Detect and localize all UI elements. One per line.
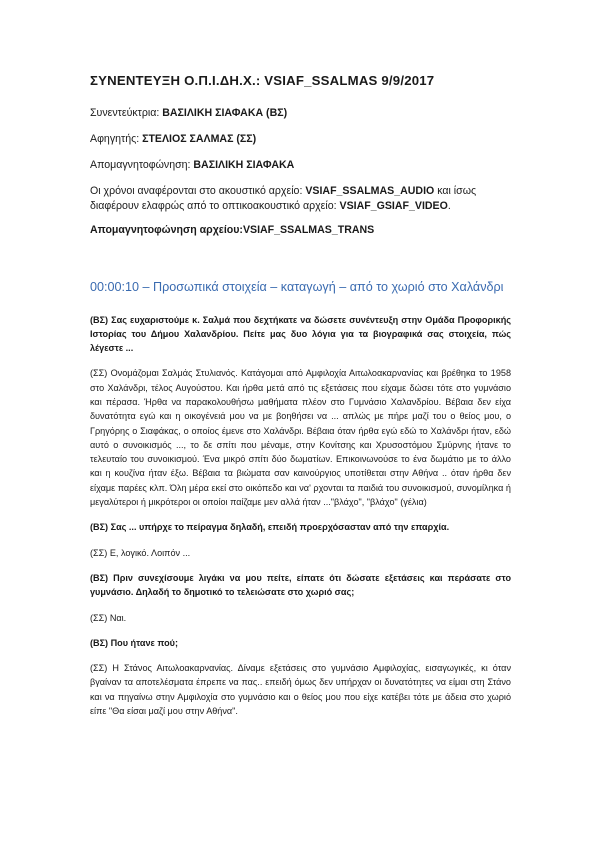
transcript-paragraph-question: (ΒΣ) Σας ... υπήρχε το πείραγμα δηλαδή, επειδή προερχόσασταν από την επαρχία. <box>90 522 450 533</box>
transcriber-label: Απομαγνητοφώνηση: <box>90 159 194 171</box>
transcriber-line <box>90 158 511 173</box>
interviewer-label: Συνεντεύκτρια: <box>90 107 163 119</box>
transcript-paragraph-answer: (ΣΣ) Ε, λογικό. Λοιπόν ... <box>90 547 191 558</box>
times-note-text-2: και ίσως διαφέρουν ελαφρώς από το οπτικοακουστικό αρχείο: <box>90 185 477 212</box>
video-file-name: VSIAF_GSIAF_VIDEO <box>339 200 448 212</box>
narrator-label: Αφηγητής: <box>90 133 143 145</box>
transcript-body <box>90 313 511 719</box>
transcript-paragraph-question: (ΒΣ) Σας ευχαριστούμε κ. Σαλμά που δεχτήκατε να δώσετε συνέντευξη στην Ομάδα Προφορικής Ιστορίας του Δήμου Χαλανδρίου. Πείτε μας δυο λόγια για τα βιογραφικά σας στοιχεία, πώς λέγεστε ... <box>90 314 511 354</box>
interviewer-name: ΒΑΣΙΛΙΚΗ ΣΙΑΦΑΚΑ (ΒΣ) <box>162 107 288 119</box>
transcript-paragraph-question: (ΒΣ) Πριν συνεχίσουμε λιγάκι να μου πείτε, είπατε ότι δώσατε εξετάσεις και περάσατε στο γυμνάσιο. Δηλαδή το δημοτικό το τελειώσατε στο χωριό σας; <box>90 572 511 598</box>
interviewer-line <box>90 106 511 121</box>
transcript-file-line <box>90 223 511 238</box>
transcript-paragraph-answer: (ΣΣ) Ονομάζομαι Σαλμάς Στυλιανός. Κατάγομαι από Αμφιλοχία Αιτωλοακαρνανίας και βρέθηκα το 1958 στο Χαλάνδρι, τέλος Αυγούστου. Και ήρθα μετά από τις εξετάσεις που είχαμε δώσει τότε στο γυμνάσιο και πέρασα. Ήρθα να παρακολουθήσω μαθήματα πλέον στο Γυμνάσιο Χαλανδρίου. Βέβαια δεν είχα δυνατότητα εγώ και η οικογένειά μου να με βοηθήσει να ... απλώς με πήρε μαζί του ο θείος μου, ο Γρηγόρης ο Σιαφάκας, ο οποίος έμενε στο Χαλάνδρι. Βέβαια όταν ήρθα εγώ εδώ το Χαλάνδρι ήταν, εδώ αυτό ο συνοικισμός ..., το δε σπίτι που μέναμε, στην Κονίτσης και Χρυσοστόμου Σμύρνης ήτανε το τελευταίο του συνοικισμού. Ένα μικρό σπίτι δύο δωματίων. Επικοινωνούσε το ένα δωμάτιο με το άλλο και η κουζίνα ήταν έξω. Βέβαια τα βιώματα σαν καινούργιος υποτίθεται στην Αθήνα .. όταν ήρθα δεν είχαμε παρέες κλπ. Όλη μέρα εκεί στο οικόπεδο και να' ρχονται τα παιδιά του συνοικισμού, συνομίληκα ή μεγαλύτεροι ή μικρότεροι οι οποίοι παίζαμε μεν αλλά ήταν ..."βλάχο", "βλάχο" (γέλια) <box>90 368 511 508</box>
transcript-paragraph-answer: (ΣΣ) Η Στάνος Αιτωλοακαρνανίας. Δίναμε εξετάσεις στο γυμνάσιο Αμφιλοχίας, εισαγωγικές, κι όταν βγαίναν τα αποτελέσματα έπρεπε να πας.. επειδή όμως δεν υπήρχαν οι δυνατότητες να είμαι στη Στάνο και να πηγαίνω στην Αμφιλοχία στο γυμνάσιο και ο θείος μου που είχε κατέβει τότε με άδεια στο χωριό είπε "Θα είσαι μαζί μου στην Αθήνα". <box>90 663 511 717</box>
transcript-paragraph-answer: (ΣΣ) Ναι. <box>90 612 127 623</box>
audio-file-name: VSIAF_SSALMAS_AUDIO <box>305 185 435 197</box>
section-heading: 00:00:10 – Προσωπικά στοιχεία – καταγωγή – από το χωριό στο Χαλάνδρι <box>90 280 504 294</box>
times-note-text-1: Οι χρόνοι αναφέρονται στο ακουστικό αρχείο: <box>90 185 306 197</box>
narrator-line <box>90 132 511 147</box>
transcriber-name: ΒΑΣΙΛΙΚΗ ΣΙΑΦΑΚΑ <box>193 159 295 171</box>
transcript-file-text: Απομαγνητοφώνηση αρχείου:VSIAF_SSALMAS_TRANS <box>90 224 375 236</box>
transcript-paragraph-question: (ΒΣ) Που ήτανε πού; <box>90 637 178 648</box>
times-note-text-3: . <box>447 200 451 212</box>
document-title: ΣΥΝΕΝΤΕΥΞΗ Ο.Π.Ι.ΔΗ.Χ.: VSIAF_SSALMAS 9/9/2017 <box>90 73 435 88</box>
narrator-name: ΣΤΕΛΙΟΣ ΣΑΛΜΑΣ (ΣΣ) <box>142 133 257 145</box>
times-note <box>90 184 511 214</box>
section-spacer <box>90 249 511 279</box>
